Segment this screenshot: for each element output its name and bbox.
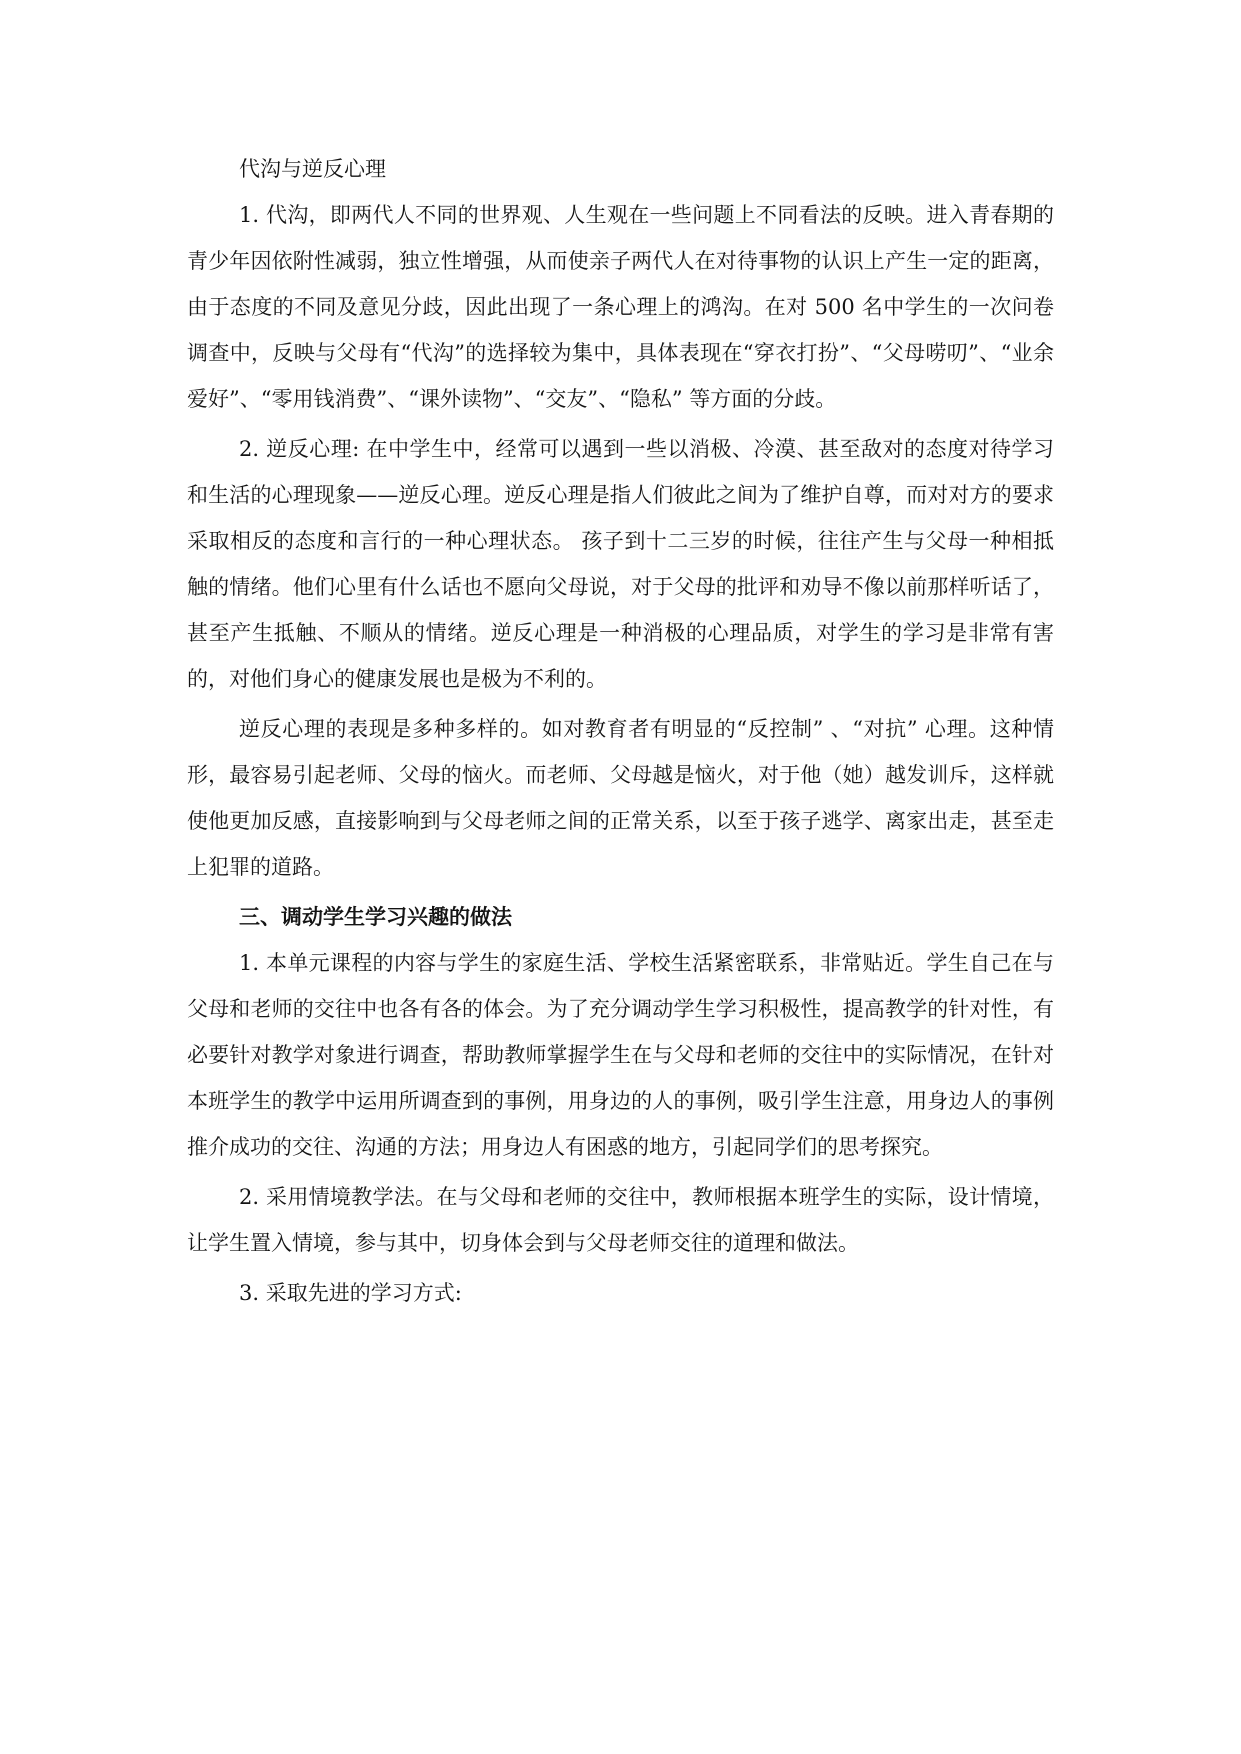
document-title: 代沟与逆反心理 <box>239 157 386 181</box>
paragraph-generation-gap: 1. 代沟，即两代人不同的世界观、人生观在一些问题上不同看法的反映。进入青春期的青少年因依附性减弱，独立性增强，从而使亲子两代人在对待事物的认识上产生一定的距离，由于态度的不同及意见分歧，因此出现了一条心理上的鸿沟。在对 500 名中学生的一次问卷调查中，反映与父母有“代沟”的选择较为集中，具体表现在“穿衣打扮”、“父母唠叨”、“业余爱好”、“零用钱消费”、“课外读物”、“交友”、“隐私” 等方面的分歧。 <box>187 203 1054 411</box>
paragraph-rebellious-manifestations: 逆反心理的表现是多种多样的。如对教育者有明显的“反控制” 、“对抗” 心理。这种情形，最容易引起老师、父母的恼火。而老师、父母越是恼火，对于他（她）越发训斥，这样就使他更加反感，直接影响到与父母老师之间的正常关系，以至于孩子逃学、离家出走，甚至走上犯罪的道路。 <box>187 717 1054 879</box>
document-page <box>187 146 1054 1316</box>
section-heading: 三、调动学生学习兴趣的做法 <box>239 905 512 929</box>
paragraph-rebellious-psychology: 2. 逆反心理: 在中学生中，经常可以遇到一些以消极、冷漠、甚至敌对的态度对待学习和生活的心理现象——逆反心理。逆反心理是指人们彼此之间为了维护自尊，而对对方的要求采取相反的态度和言行的一种心理状态。 孩子到十二三岁的时候，往往产生与父母一种相抵触的情绪。他们心里有什么话也不愿向父母说，对于父母的批评和劝导不像以前那样听话了，甚至产生抵触、不顺从的情绪。逆反心理是一种消极的心理品质，对学生的学习是非常有害的，对他们身心的健康发展也是极为不利的。 <box>187 437 1054 691</box>
paragraph-method-2: 2. 采用情境教学法。在与父母和老师的交往中，教师根据本班学生的实际，设计情境，让学生置入情境，参与其中，切身体会到与父母老师交往的道理和做法。 <box>187 1185 1054 1255</box>
paragraph-method-1: 1. 本单元课程的内容与学生的家庭生活、学校生活紧密联系，非常贴近。学生自己在与父母和老师的交往中也各有各的体会。为了充分调动学生学习积极性，提高教学的针对性，有必要针对教学对象进行调查，帮助教师掌握学生在与父母和老师的交往中的实际情况，在针对本班学生的教学中运用所调查到的事例，用身边的人的事例，吸引学生注意，用身边人的事例推介成功的交往、沟通的方法；用身边人有困惑的地方，引起同学们的思考探究。 <box>187 951 1054 1159</box>
paragraph-method-3: 3. 采取先进的学习方式: <box>239 1281 462 1305</box>
